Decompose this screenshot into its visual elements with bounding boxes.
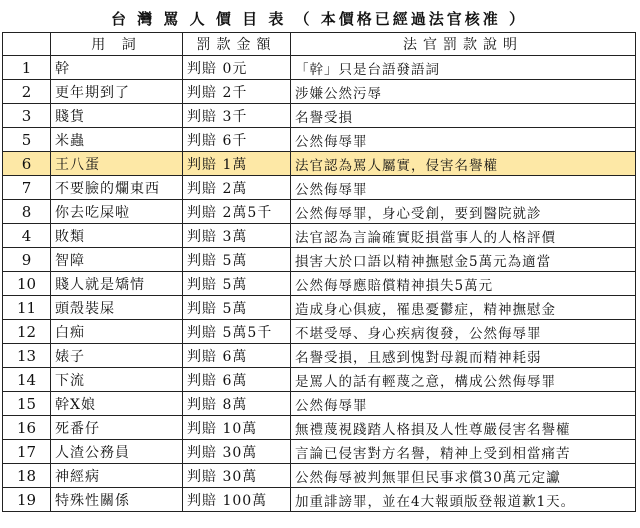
- row-note: 公然侮辱罪，身心受創，要到醫院就診: [291, 200, 636, 224]
- row-word: 王八蛋: [51, 152, 183, 176]
- row-number: 4: [3, 224, 51, 248]
- row-word: 賤人就是矯情: [51, 272, 183, 296]
- row-word: 你去吃屎啦: [51, 200, 183, 224]
- row-note: 公然侮辱應賠償精神損失5萬元: [291, 272, 636, 296]
- row-note: 公然侮辱罪: [291, 128, 636, 152]
- row-word: 米蟲: [51, 128, 183, 152]
- row-word: 更年期到了: [51, 80, 183, 104]
- table-row: [3, 488, 636, 512]
- table-row: [3, 416, 636, 440]
- row-fine: 判賠 6千: [183, 128, 291, 152]
- row-note: 涉嫌公然污辱: [291, 80, 636, 104]
- row-word: 幹: [51, 56, 183, 80]
- row-number: 11: [3, 296, 51, 320]
- row-number: 6: [3, 152, 51, 176]
- table-row: [3, 368, 636, 392]
- table-row: [3, 296, 636, 320]
- row-fine: 判賠 8萬: [183, 392, 291, 416]
- table-row: [3, 272, 636, 296]
- row-word: 神經病: [51, 464, 183, 488]
- row-number: 5: [3, 128, 51, 152]
- row-number: 3: [3, 104, 51, 128]
- table-row: [3, 80, 636, 104]
- table-row: [3, 128, 636, 152]
- row-note: 「幹」只是台語發語詞: [291, 56, 636, 80]
- row-number: 2: [3, 80, 51, 104]
- row-fine: 判賠 2萬: [183, 176, 291, 200]
- header-fine: 罰款金額: [183, 33, 291, 56]
- row-number: 8: [3, 200, 51, 224]
- row-note: 公然侮辱被判無罪但民事求償30萬元定讞: [291, 464, 636, 488]
- row-word: 婊子: [51, 344, 183, 368]
- row-number: 12: [3, 320, 51, 344]
- row-word: 人渣公務員: [51, 440, 183, 464]
- table-row: [3, 104, 636, 128]
- table-row: [3, 224, 636, 248]
- table-row: [3, 344, 636, 368]
- header-row: [3, 33, 636, 56]
- row-number: 15: [3, 392, 51, 416]
- header-number: [3, 33, 51, 56]
- header-note: 法官罰款說明: [291, 33, 636, 56]
- row-fine: 判賠 6萬: [183, 368, 291, 392]
- row-number: 14: [3, 368, 51, 392]
- row-fine: 判賠 30萬: [183, 464, 291, 488]
- row-fine: 判賠 3千: [183, 104, 291, 128]
- row-word: 死番仔: [51, 416, 183, 440]
- row-fine: 判賠 3萬: [183, 224, 291, 248]
- row-fine: 判賠 5萬: [183, 248, 291, 272]
- row-number: 9: [3, 248, 51, 272]
- row-note: 言論已侵害對方名譽，精神上受到相當痛苦: [291, 440, 636, 464]
- row-fine: 判賠 2萬5千: [183, 200, 291, 224]
- row-fine: 判賠 1萬: [183, 152, 291, 176]
- row-number: 1: [3, 56, 51, 80]
- table-row: [3, 200, 636, 224]
- table-row: [3, 320, 636, 344]
- row-note: 損害大於口語以精神撫慰金5萬元為適當: [291, 248, 636, 272]
- row-word: 下流: [51, 368, 183, 392]
- row-note: 不堪受辱、身心疾病復發，公然侮辱罪: [291, 320, 636, 344]
- row-fine: 判賠 5萬: [183, 296, 291, 320]
- row-note: 名譽受損: [291, 104, 636, 128]
- row-fine: 判賠 100萬: [183, 488, 291, 512]
- row-word: 敗類: [51, 224, 183, 248]
- row-number: 19: [3, 488, 51, 512]
- row-number: 16: [3, 416, 51, 440]
- row-note: 造成身心俱疲，罹患憂鬱症，精神撫慰金: [291, 296, 636, 320]
- row-fine: 判賠 2千: [183, 80, 291, 104]
- price-list-sheet: [2, 6, 636, 512]
- row-note: 名譽受損，且感到愧對母親而精神耗弱: [291, 344, 636, 368]
- row-note: 公然侮辱罪: [291, 392, 636, 416]
- row-number: 7: [3, 176, 51, 200]
- row-word: 白痴: [51, 320, 183, 344]
- row-number: 18: [3, 464, 51, 488]
- row-word: 頭殼裝屎: [51, 296, 183, 320]
- table-title: 台 灣 罵 人 價 目 表 （ 本價格已經過法官核准 ）: [110, 10, 527, 28]
- row-note: 法官認為罵人屬實，侵害名譽權: [291, 152, 636, 176]
- table-row: [3, 464, 636, 488]
- table-row: [3, 56, 636, 80]
- row-word: 賤貨: [51, 104, 183, 128]
- row-word: 幹X娘: [51, 392, 183, 416]
- row-number: 10: [3, 272, 51, 296]
- row-note: 加重誹謗罪，並在4大報頭版登報道歉1天。: [291, 488, 636, 512]
- table-row: [3, 392, 636, 416]
- table-row: [3, 152, 636, 176]
- header-word: 用 詞: [51, 33, 183, 56]
- row-note: 是罵人的話有輕蔑之意，構成公然侮辱罪: [291, 368, 636, 392]
- row-fine: 判賠 5萬5千: [183, 320, 291, 344]
- row-number: 17: [3, 440, 51, 464]
- row-word: 不要臉的爛東西: [51, 176, 183, 200]
- row-fine: 判賠 5萬: [183, 272, 291, 296]
- row-fine: 判賠 30萬: [183, 440, 291, 464]
- table-row: [3, 248, 636, 272]
- row-word: 特殊性關係: [51, 488, 183, 512]
- price-table: [2, 32, 636, 512]
- row-fine: 判賠 10萬: [183, 416, 291, 440]
- row-note: 法官認為言論確實貶損當事人的人格評價: [291, 224, 636, 248]
- row-note: 無禮蔑視踐踏人格損及人性尊嚴侵害名譽權: [291, 416, 636, 440]
- row-note: 公然侮辱罪: [291, 176, 636, 200]
- row-number: 13: [3, 344, 51, 368]
- row-word: 智障: [51, 248, 183, 272]
- table-row: [3, 176, 636, 200]
- row-fine: 判賠 6萬: [183, 344, 291, 368]
- table-row: [3, 440, 636, 464]
- row-fine: 判賠 0元: [183, 56, 291, 80]
